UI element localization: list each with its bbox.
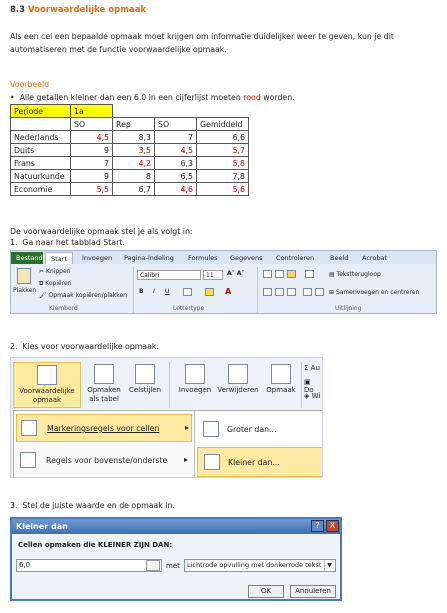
help-icon[interactable]: ?: [311, 520, 324, 532]
empty-cell: [113, 105, 155, 118]
opmaak-label: Opmaak: [266, 386, 296, 394]
step-1: [10, 237, 193, 248]
submenu-groter-dan[interactable]: [197, 415, 323, 445]
knippen-label: Knippen: [45, 268, 71, 275]
annuleren-button[interactable]: Annuleren: [290, 585, 336, 598]
sigma-icon: Σ: [304, 364, 311, 372]
greater-than-icon: [203, 421, 219, 437]
bold-button[interactable]: B: [139, 288, 144, 295]
kopieren-button[interactable]: [39, 280, 72, 288]
empty-cell: [155, 105, 197, 118]
grades-table: [10, 104, 249, 196]
tab-invoegen[interactable]: Invoegen: [82, 254, 113, 262]
celstijlen-button[interactable]: [125, 364, 165, 395]
delete-cells-icon: [228, 364, 248, 384]
conditional-format-icon: [37, 365, 57, 385]
step-text: Kies voor voorwaardelijke opmaak.: [22, 342, 159, 351]
grade-cell: 4,5: [155, 144, 197, 157]
increase-indent-icon[interactable]: [315, 288, 324, 296]
value-input[interactable]: 6,0: [16, 559, 162, 572]
bullet-dot: •: [10, 93, 20, 102]
merge-icon: ⊞: [329, 289, 336, 296]
step-text: Stel de juiste waarde en de opmaak in.: [22, 501, 175, 510]
voorwaardelijke-opmaak-button[interactable]: [13, 362, 81, 408]
kopieren-label: Kopiëren: [45, 280, 72, 287]
lettertype-group-label: Lettertype: [173, 305, 205, 312]
border-icon[interactable]: [183, 288, 192, 296]
tab-pagina-indeling[interactable]: Pagina-indeling: [124, 254, 174, 262]
section-heading: [10, 5, 146, 15]
table-row: [11, 144, 249, 157]
verwijderen-label: Verwijderen: [217, 386, 259, 394]
group-separator: [257, 267, 258, 313]
klembord-group-label: Klembord: [49, 305, 78, 312]
format-select-value: Lichtrode opvulling met donkerrode tekst: [187, 561, 322, 569]
subject-cell: Frans: [11, 157, 71, 170]
steps-intro-text: De voorwaardelijke opmaak stel je als volgt in:: [10, 227, 193, 236]
subject-cell: Economie: [11, 183, 71, 196]
step-text: Ga naar het tabblad Start.: [22, 238, 125, 247]
section-number: 8.3: [10, 5, 26, 15]
align-top-icon[interactable]: [263, 270, 272, 278]
tab-gegevens[interactable]: Gegevens: [230, 254, 263, 262]
step-number: 3.: [10, 501, 18, 510]
align-left-icon[interactable]: [263, 288, 272, 296]
autosum-button[interactable]: [304, 364, 320, 372]
grade-cell: 7: [155, 131, 197, 144]
tekstterugloop-label: Tekstterugloop: [336, 271, 381, 278]
tab-beeld[interactable]: Beeld: [330, 254, 349, 262]
bullet-text-red: rood: [243, 93, 261, 102]
group-separator: [301, 362, 302, 408]
samenvoegen-button[interactable]: [329, 289, 419, 296]
dialog-prompt: Cellen opmaken die KLEINER ZIJN DAN:: [18, 541, 173, 549]
opmaken-als-tabel-button[interactable]: [83, 364, 125, 404]
table-format-icon: [94, 364, 114, 384]
tekstterugloop-button[interactable]: [329, 271, 381, 278]
table-row: [11, 131, 249, 144]
highlight-submenu: [194, 411, 323, 478]
bullet-text-after: worden.: [260, 93, 295, 102]
invoegen-label: Invoegen: [178, 386, 212, 394]
font-grow-icon[interactable]: A˄ A˅: [227, 270, 245, 277]
grade-cell: 6,7: [113, 183, 155, 196]
copy-icon: ⧉: [39, 280, 46, 287]
underline-button[interactable]: U: [165, 288, 170, 295]
step-number: 2.: [10, 342, 18, 351]
autosum-label: Au: [310, 364, 320, 372]
grade-cell: 4,2: [113, 157, 155, 170]
grade-cell: 6,5: [155, 170, 197, 183]
format-cells-icon: [271, 364, 291, 384]
dialog-title: Kleiner dan: [12, 519, 340, 534]
verwijderen-button[interactable]: [215, 364, 261, 395]
table-row: [11, 157, 249, 170]
align-middle-icon[interactable]: [275, 270, 284, 278]
cell-styles-icon: [135, 364, 155, 384]
header-cell: SO: [155, 118, 197, 131]
chevron-down-icon: ▼: [324, 560, 334, 571]
opmaken-als-tabel-label: Opmaken als tabel: [87, 386, 121, 403]
fill-down-icon: ▣: [304, 378, 311, 386]
opmaak-button[interactable]: [263, 364, 299, 395]
scissors-icon: ✂: [39, 268, 46, 275]
table-header-row: [11, 118, 249, 131]
periode-value: 1a: [71, 105, 113, 118]
header-cell: Gemiddeld: [197, 118, 249, 131]
format-painter-icon: 🖌: [39, 292, 49, 299]
subject-cell: Duits: [11, 144, 71, 157]
subject-cell: Nederlands: [11, 131, 71, 144]
chevron-right-icon: ▸: [185, 423, 189, 432]
knippen-button[interactable]: [39, 268, 70, 275]
grade-cell: 6,3: [155, 157, 197, 170]
ribbon-tabs: [11, 251, 436, 264]
menu-item-markeringsregels[interactable]: [16, 414, 192, 442]
header-cell: [11, 118, 71, 131]
chevron-right-icon: ▸: [184, 455, 188, 464]
step-number: 1.: [10, 238, 18, 247]
align-center-icon[interactable]: [275, 288, 284, 296]
markeringsregels-label: Markeringsregels voor cellen: [47, 424, 160, 433]
conditional-format-ribbon: [10, 357, 323, 478]
italic-button[interactable]: I: [153, 288, 155, 295]
excel-ribbon-start: [10, 250, 437, 314]
wrap-text-icon: ▤: [329, 271, 337, 278]
grade-cell: 8,3: [113, 131, 155, 144]
subject-cell: Natuurkunde: [11, 170, 71, 183]
grade-cell: 9: [71, 170, 113, 183]
ok-button[interactable]: OK: [248, 585, 284, 598]
tab-bestand[interactable]: Bestand: [11, 252, 43, 264]
group-separator: [133, 267, 134, 313]
close-icon[interactable]: X: [326, 520, 339, 532]
kleiner-dan-dialog: [10, 517, 342, 601]
grade-cell: 4,6: [155, 183, 197, 196]
clear-label: Wi: [311, 392, 321, 400]
kleiner-dan-label: Kleiner dan...: [228, 458, 280, 467]
paste-icon[interactable]: [17, 268, 31, 284]
intro-paragraph: Als een cel een bepaalde opmaak moet krijgen om informatie duidelijker weer te geven, kun je dit automatiseren met de functie voorwaardelijke opmaak.: [10, 32, 394, 54]
opmaak-kopieren-button[interactable]: [39, 292, 127, 299]
conditional-format-menu: [13, 410, 323, 478]
fill-label: Do: [304, 386, 314, 394]
tab-controleren[interactable]: Controleren: [276, 254, 315, 262]
grade-cell: 6,6: [197, 131, 249, 144]
header-cell: SO: [71, 118, 113, 131]
grade-cell: 7,8: [197, 170, 249, 183]
plakken-button[interactable]: Plakken: [13, 287, 37, 294]
decrease-indent-icon[interactable]: [303, 288, 312, 296]
eraser-icon: ◈: [304, 392, 312, 400]
menu-item-boven-onder[interactable]: [16, 446, 192, 476]
celstijlen-label: Celstijlen: [128, 386, 162, 394]
format-select[interactable]: [184, 559, 336, 572]
grade-cell: 5,7: [197, 144, 249, 157]
top-bottom-rules-icon: [20, 452, 36, 468]
example-label: Voorbeeld: [10, 80, 50, 89]
fill-color-icon[interactable]: [205, 288, 214, 296]
orientation-icon[interactable]: [305, 270, 314, 278]
grade-cell: 5,8: [197, 157, 249, 170]
opmaak-kopieren-label: Opmaak kopiëren/plakken: [48, 292, 127, 299]
grade-cell: 4,5: [71, 131, 113, 144]
empty-cell: [197, 105, 249, 118]
insert-cells-icon: [185, 364, 205, 384]
submenu-kleiner-dan[interactable]: [197, 447, 323, 477]
bullet-text-before: Alle getallen kleiner dan een 6.0 in een cijferlijst moeten: [19, 93, 244, 102]
step-3: [10, 501, 175, 510]
font-name-field[interactable]: Calibri: [137, 270, 201, 280]
header-cell: Rep: [113, 118, 155, 131]
step-2: [10, 342, 159, 351]
grade-cell: 5,5: [71, 183, 113, 196]
grade-cell: 3,5: [113, 144, 155, 157]
tab-start[interactable]: Start: [45, 252, 73, 264]
grade-cell: 7: [71, 157, 113, 170]
met-label: met: [166, 562, 180, 570]
table-row: [11, 183, 249, 196]
uitlijning-group-label: Uitlijning: [335, 305, 362, 312]
align-right-icon[interactable]: [287, 288, 296, 296]
grade-cell: 5,6: [197, 183, 249, 196]
grade-cell: 9: [71, 144, 113, 157]
table-row: [11, 105, 249, 118]
groter-dan-label: Groter dan...: [227, 425, 277, 434]
example-bullet: [10, 93, 295, 102]
highlight-rules-icon: [21, 420, 37, 436]
steps-intro: [10, 226, 193, 248]
font-size-field[interactable]: 11: [203, 270, 223, 280]
table-row: [11, 170, 249, 183]
section-title: Voorwaardelijke opmaak: [28, 5, 147, 15]
group-separator: [169, 362, 170, 408]
invoegen-button[interactable]: [175, 364, 215, 395]
voorwaardelijke-opmaak-label: Voorwaardelijke opmaak: [19, 387, 75, 404]
cell-reference-icon[interactable]: [146, 560, 160, 571]
periode-label: Periode: [11, 105, 71, 118]
samenvoegen-label: Samenvoegen en centreren: [335, 289, 420, 296]
font-color-icon[interactable]: A: [225, 287, 232, 296]
tab-formules[interactable]: Formules: [188, 254, 218, 262]
boven-onder-label: Regels voor bovenste/onderste: [46, 456, 168, 465]
grade-cell: 8: [113, 170, 155, 183]
tab-acrobat[interactable]: Acrobat: [362, 254, 388, 262]
less-than-icon: [204, 454, 220, 470]
align-bottom-icon[interactable]: [287, 270, 296, 278]
clear-button[interactable]: [304, 392, 320, 400]
